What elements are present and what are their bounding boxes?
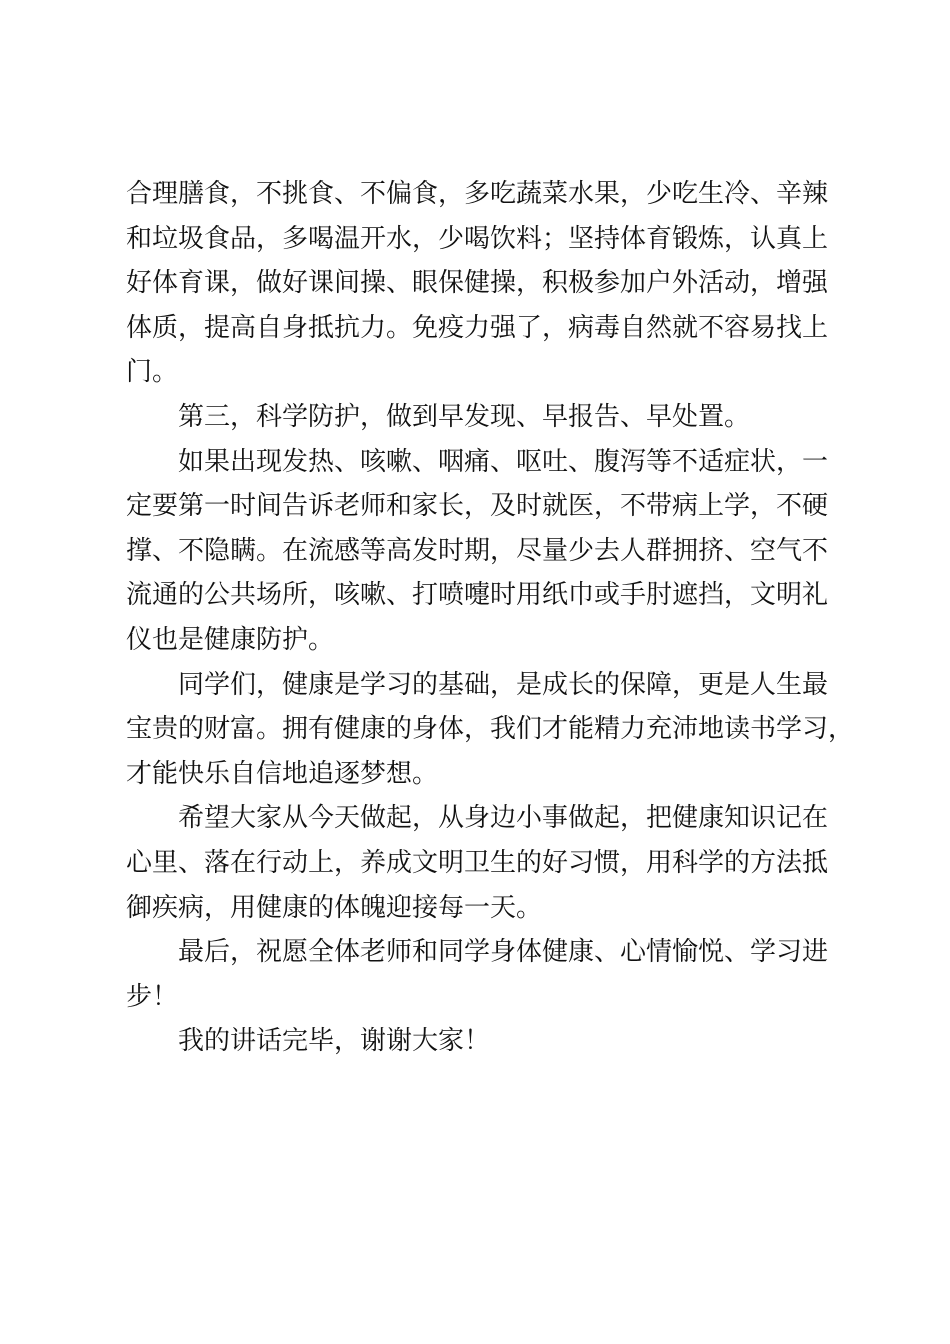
text-line: 如果出现发热、咳嗽、咽痛、呕吐、腹泻等不适症状，一 — [178, 446, 829, 477]
text-line: 希望大家从今天做起，从身边小事做起，把健康知识记在 — [178, 803, 829, 834]
closing-line: 我的讲话完毕，谢谢大家！ — [178, 1026, 491, 1057]
text-line: 仪也是健康防护。 — [126, 624, 335, 655]
text-line: 好体育课，做好课间操、眼保健操，积极参加户外活动，增强 — [126, 268, 829, 299]
speech-body — [126, 172, 855, 1064]
text-line: 撑、不隐瞒。在流感等高发时期，尽量少去人群拥挤、空气不 — [126, 535, 829, 566]
text-line: 最后，祝愿全体老师和同学身体健康、心情愉悦、学习进 — [178, 937, 829, 968]
paragraph-heading-third: 第三，科学防护，做到早发现、早报告、早处置。 — [178, 401, 751, 432]
text-line: 定要第一时间告诉老师和家长，及时就医，不带病上学，不硬 — [126, 491, 829, 522]
text-line: 合理膳食，不挑食、不偏食，多吃蔬菜水果，少吃生冷、辛辣 — [126, 179, 829, 209]
text-line: 门。 — [126, 357, 179, 388]
text-line: 体质，提高自身抵抗力。免疫力强了，病毒自然就不容易找上 — [126, 312, 829, 343]
text-line: 宝贵的财富。拥有健康的身体，我们才能精力充沛地读书学习， — [126, 714, 855, 745]
text-line: 才能快乐自信地追逐梦想。 — [126, 758, 439, 789]
text-line: 流通的公共场所，咳嗽、打喷嚏时用纸巾或手肘遮挡，文明礼 — [126, 580, 829, 611]
text-line: 心里、落在行动上，养成文明卫生的好习惯，用科学的方法抵 — [126, 847, 829, 878]
text-line: 同学们，健康是学习的基础，是成长的保障，更是人生最 — [178, 669, 829, 700]
text-line: 步！ — [126, 981, 179, 1012]
text-line: 和垃圾食品，多喝温开水，少喝饮料；坚持体育锻炼，认真上 — [126, 223, 829, 254]
text-line: 御疾病，用健康的体魄迎接每一天。 — [126, 892, 543, 923]
